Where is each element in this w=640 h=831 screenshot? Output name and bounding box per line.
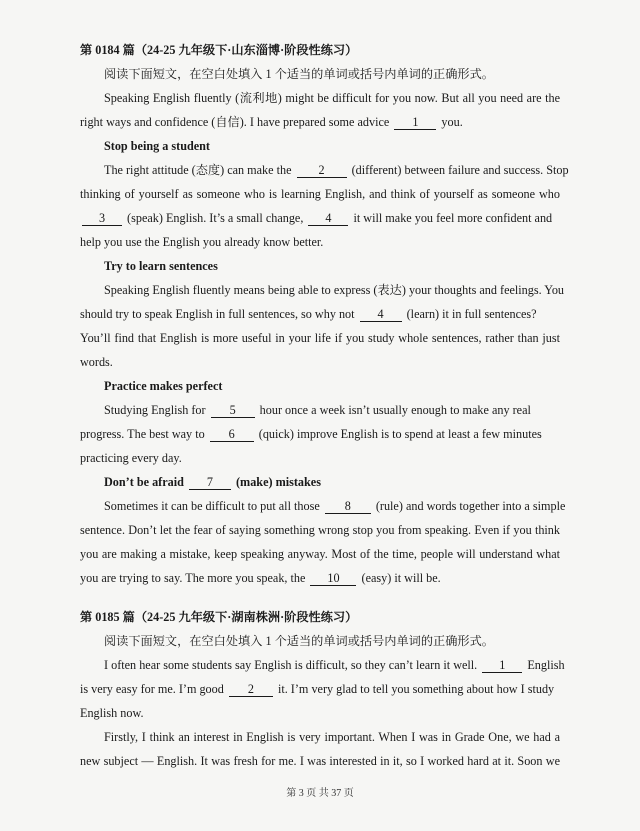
p1-line2: right ways and confidence (自信). I have prepared some advice 1 you. [80, 115, 463, 129]
passage1-instruction: 阅读下面短文，在空白处填入 1 个适当的单词或括号内单词的正确形式。 [104, 67, 494, 81]
p4-line2: progress. The best way to 6 (quick) improve English is to spend at least a few minutes [80, 427, 542, 441]
p2-line1: The right attitude (态度) can make the 2 (different) between failure and success. Stop [104, 163, 569, 177]
passage2-header: 第 0185 篇（24-25 九年级下·湖南株洲·阶段性练习） [80, 610, 358, 624]
blank-2: 2 [297, 164, 347, 178]
p4-line1: Studying English for 5 hour once a week isn’t usually enough to make any real [104, 403, 531, 417]
blank-6: 6 [210, 428, 254, 442]
blank-3: 3 [82, 212, 122, 226]
passage1-header: 第 0184 篇（24-25 九年级下·山东淄博·阶段性练习） [80, 43, 358, 57]
p3-line3: You’ll find that English is more useful in your life if you study whole sentences, rather than just [80, 331, 560, 345]
p5-line2: sentence. Don’t let the fear of saying something wrong stop you from speaking. Even if you think [80, 523, 560, 537]
p2-2-line2: new subject — English. It was fresh for me. I was interested in it, so I worked hard at it. Soon we [80, 754, 560, 768]
p2-1-line3: English now. [80, 706, 144, 720]
p2-line2: thinking of yourself as someone who is learning English, and think of yourself as someone who [80, 187, 560, 201]
subheading-stop-being-student: Stop being a student [104, 139, 210, 153]
p3-line4: words. [80, 355, 113, 369]
blank-10: 10 [310, 572, 356, 586]
p3-line1: Speaking English fluently means being able to express (表达) your thoughts and feelings. You [104, 283, 565, 297]
blank-p2-2: 2 [229, 683, 273, 697]
blank-8: 8 [325, 500, 371, 514]
p5-line1: Sometimes it can be difficult to put all those 8 (rule) and words together into a simple [104, 499, 566, 513]
blank-4: 4 [308, 212, 348, 226]
p2-1-line1: I often hear some students say English is difficult, so they can’t learn it well. 1 English [104, 658, 565, 672]
subheading-practice: Practice makes perfect [104, 379, 223, 393]
page-number-footer: 第 3 页 共 37 页 [286, 788, 354, 799]
blank-p2-1: 1 [482, 659, 522, 673]
p2-1-line2: is very easy for me. I’m good 2 it. I’m very glad to tell you something about how I study [80, 682, 555, 696]
p2-line4: help you use the English you already know better. [80, 235, 324, 249]
p3-line2: should try to speak English in full sentences, so why not 4 (learn) it in full sentences? [80, 307, 537, 321]
blank-1: 1 [394, 116, 436, 130]
p5-line3: you are making a mistake, keep speaking anyway. Most of the time, people will understand what [80, 547, 560, 561]
p1-line1: Speaking English fluently (流利地) might be difficult for you now. But all you need are the [104, 91, 560, 105]
subheading-try-sentences: Try to learn sentences [104, 259, 218, 273]
subheading-dont-be-afraid: Don’t be afraid 7 (make) mistakes [104, 475, 321, 489]
blank-5: 5 [211, 404, 255, 418]
p5-line4: you are trying to say. The more you speak, the 10 (easy) it will be. [80, 571, 441, 585]
blank-7: 7 [189, 476, 231, 490]
passage2-instruction: 阅读下面短文，在空白处填入 1 个适当的单词或括号内单词的正确形式。 [104, 634, 494, 648]
p2-line3: 3 (speak) English. It’s a small change, 4 it will make you feel more confident and [80, 210, 560, 226]
blank-4b: 4 [360, 308, 402, 322]
p4-line3: practicing every day. [80, 451, 182, 465]
p2-2-line1: Firstly, I think an interest in English is very important. When I was in Grade One, we had a [104, 730, 560, 744]
